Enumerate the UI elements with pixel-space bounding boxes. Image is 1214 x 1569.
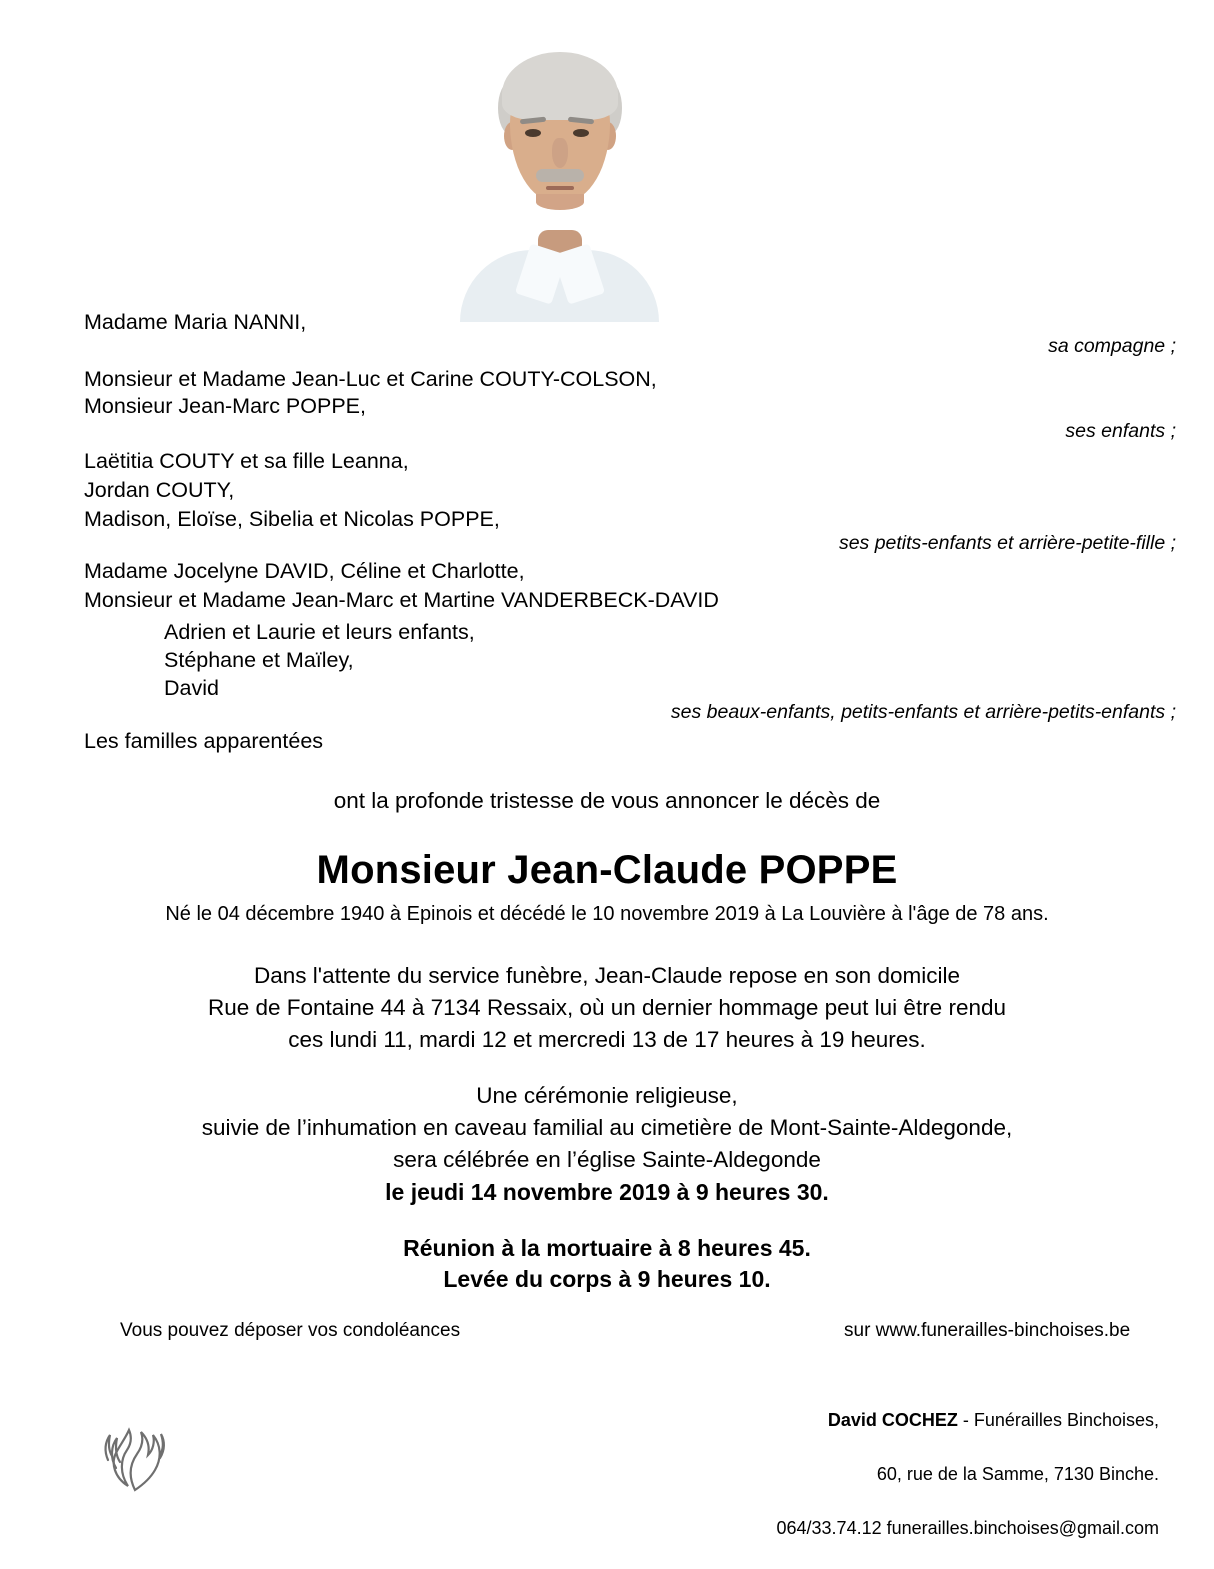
family-line-grandchildren-3: Madison, Eloïse, Sibelia et Nicolas POPPE, xyxy=(84,507,500,531)
family-role-companion: sa compagne ; xyxy=(1048,335,1176,357)
portrait-illustration xyxy=(452,30,667,322)
family-line-stepfamily-5: David xyxy=(164,676,219,700)
ceremony-line-3: sera célébrée en l’église Sainte-Aldegonde xyxy=(393,1147,821,1172)
portrait-photo xyxy=(452,30,667,322)
wake-line-1: Dans l'attente du service funèbre, Jean-Claude repose en son domicile xyxy=(254,963,960,988)
condolences-website[interactable]: sur www.funerailles-binchoises.be xyxy=(844,1320,1131,1341)
funeral-director-name: David COCHEZ xyxy=(827,1410,958,1430)
flame-logo-icon xyxy=(92,1398,178,1494)
gathering-line-2: Levée du corps à 9 heures 10. xyxy=(443,1266,771,1292)
portrait-moustache xyxy=(536,169,584,182)
portrait-chin xyxy=(536,194,584,210)
ceremony-line-2: suivie de l’inhumation en caveau familial au cimetière de Mont-Sainte-Aldegonde, xyxy=(201,1115,1013,1140)
funeral-home-contact[interactable]: 064/33.74.12 funerailles.binchoises@gmail.com xyxy=(776,1518,1159,1538)
wake-line-2: Rue de Fontaine 44 à 7134 Ressaix, où un dernier hommage peut lui être rendu xyxy=(207,995,1006,1020)
family-role-children: ses enfants ; xyxy=(1065,420,1176,442)
family-line-stepfamily-3: Adrien et Laurie et leurs enfants, xyxy=(164,620,475,644)
portrait-hair xyxy=(502,52,618,120)
family-line-companion: Madame Maria NANNI, xyxy=(84,310,307,334)
family-line-stepfamily-1: Madame Jocelyne DAVID, Céline et Charlotte, xyxy=(84,559,525,583)
family-role-grandchildren: ses petits-enfants et arrière-petite-fille ; xyxy=(838,532,1176,554)
funeral-home-company: - Funérailles Binchoises, xyxy=(957,1410,1159,1430)
funeral-home-block xyxy=(756,1380,1159,1569)
family-line-children-1: Monsieur et Madame Jean-Luc et Carine COUTY-COLSON, xyxy=(84,367,657,391)
family-line-stepfamily-4: Stéphane et Maïley, xyxy=(164,648,354,672)
portrait-eye-right xyxy=(573,129,589,137)
wake-line-3: ces lundi 11, mardi 12 et mercredi 13 de 17 heures à 19 heures. xyxy=(288,1027,926,1052)
family-line-stepfamily-2: Monsieur et Madame Jean-Marc et Martine VANDERBECK-DAVID xyxy=(84,588,719,612)
family-line-grandchildren-2: Jordan COUTY, xyxy=(84,478,235,502)
ceremony-line-1: Une cérémonie religieuse, xyxy=(476,1083,738,1108)
deceased-name: Monsieur Jean-Claude POPPE xyxy=(316,848,898,892)
ceremony-datetime: le jeudi 14 novembre 2019 à 9 heures 30. xyxy=(385,1179,829,1205)
birth-death-info: Né le 04 décembre 1940 à Epinois et décédé le 10 novembre 2019 à La Louvière à l'âge de 78 ans. xyxy=(165,903,1049,925)
gathering-line-1: Réunion à la mortuaire à 8 heures 45. xyxy=(403,1235,811,1261)
portrait-mouth xyxy=(546,186,574,190)
family-role-stepfamily: ses beaux-enfants, petits-enfants et arrière-petits-enfants ; xyxy=(670,701,1176,723)
portrait-nose xyxy=(552,138,568,168)
portrait-eye-left xyxy=(525,129,541,137)
family-line-grandchildren-1: Laëtitia COUTY et sa fille Leanna, xyxy=(84,449,409,473)
family-line-children-2: Monsieur Jean-Marc POPPE, xyxy=(84,394,366,418)
announce-intro: ont la profonde tristesse de vous annoncer le décès de xyxy=(333,788,881,813)
condolences-text: Vous pouvez déposer vos condoléances xyxy=(120,1320,461,1341)
funeral-home-address: 60, rue de la Samme, 7130 Binche. xyxy=(876,1464,1159,1484)
family-line-related: Les familles apparentées xyxy=(84,729,324,753)
